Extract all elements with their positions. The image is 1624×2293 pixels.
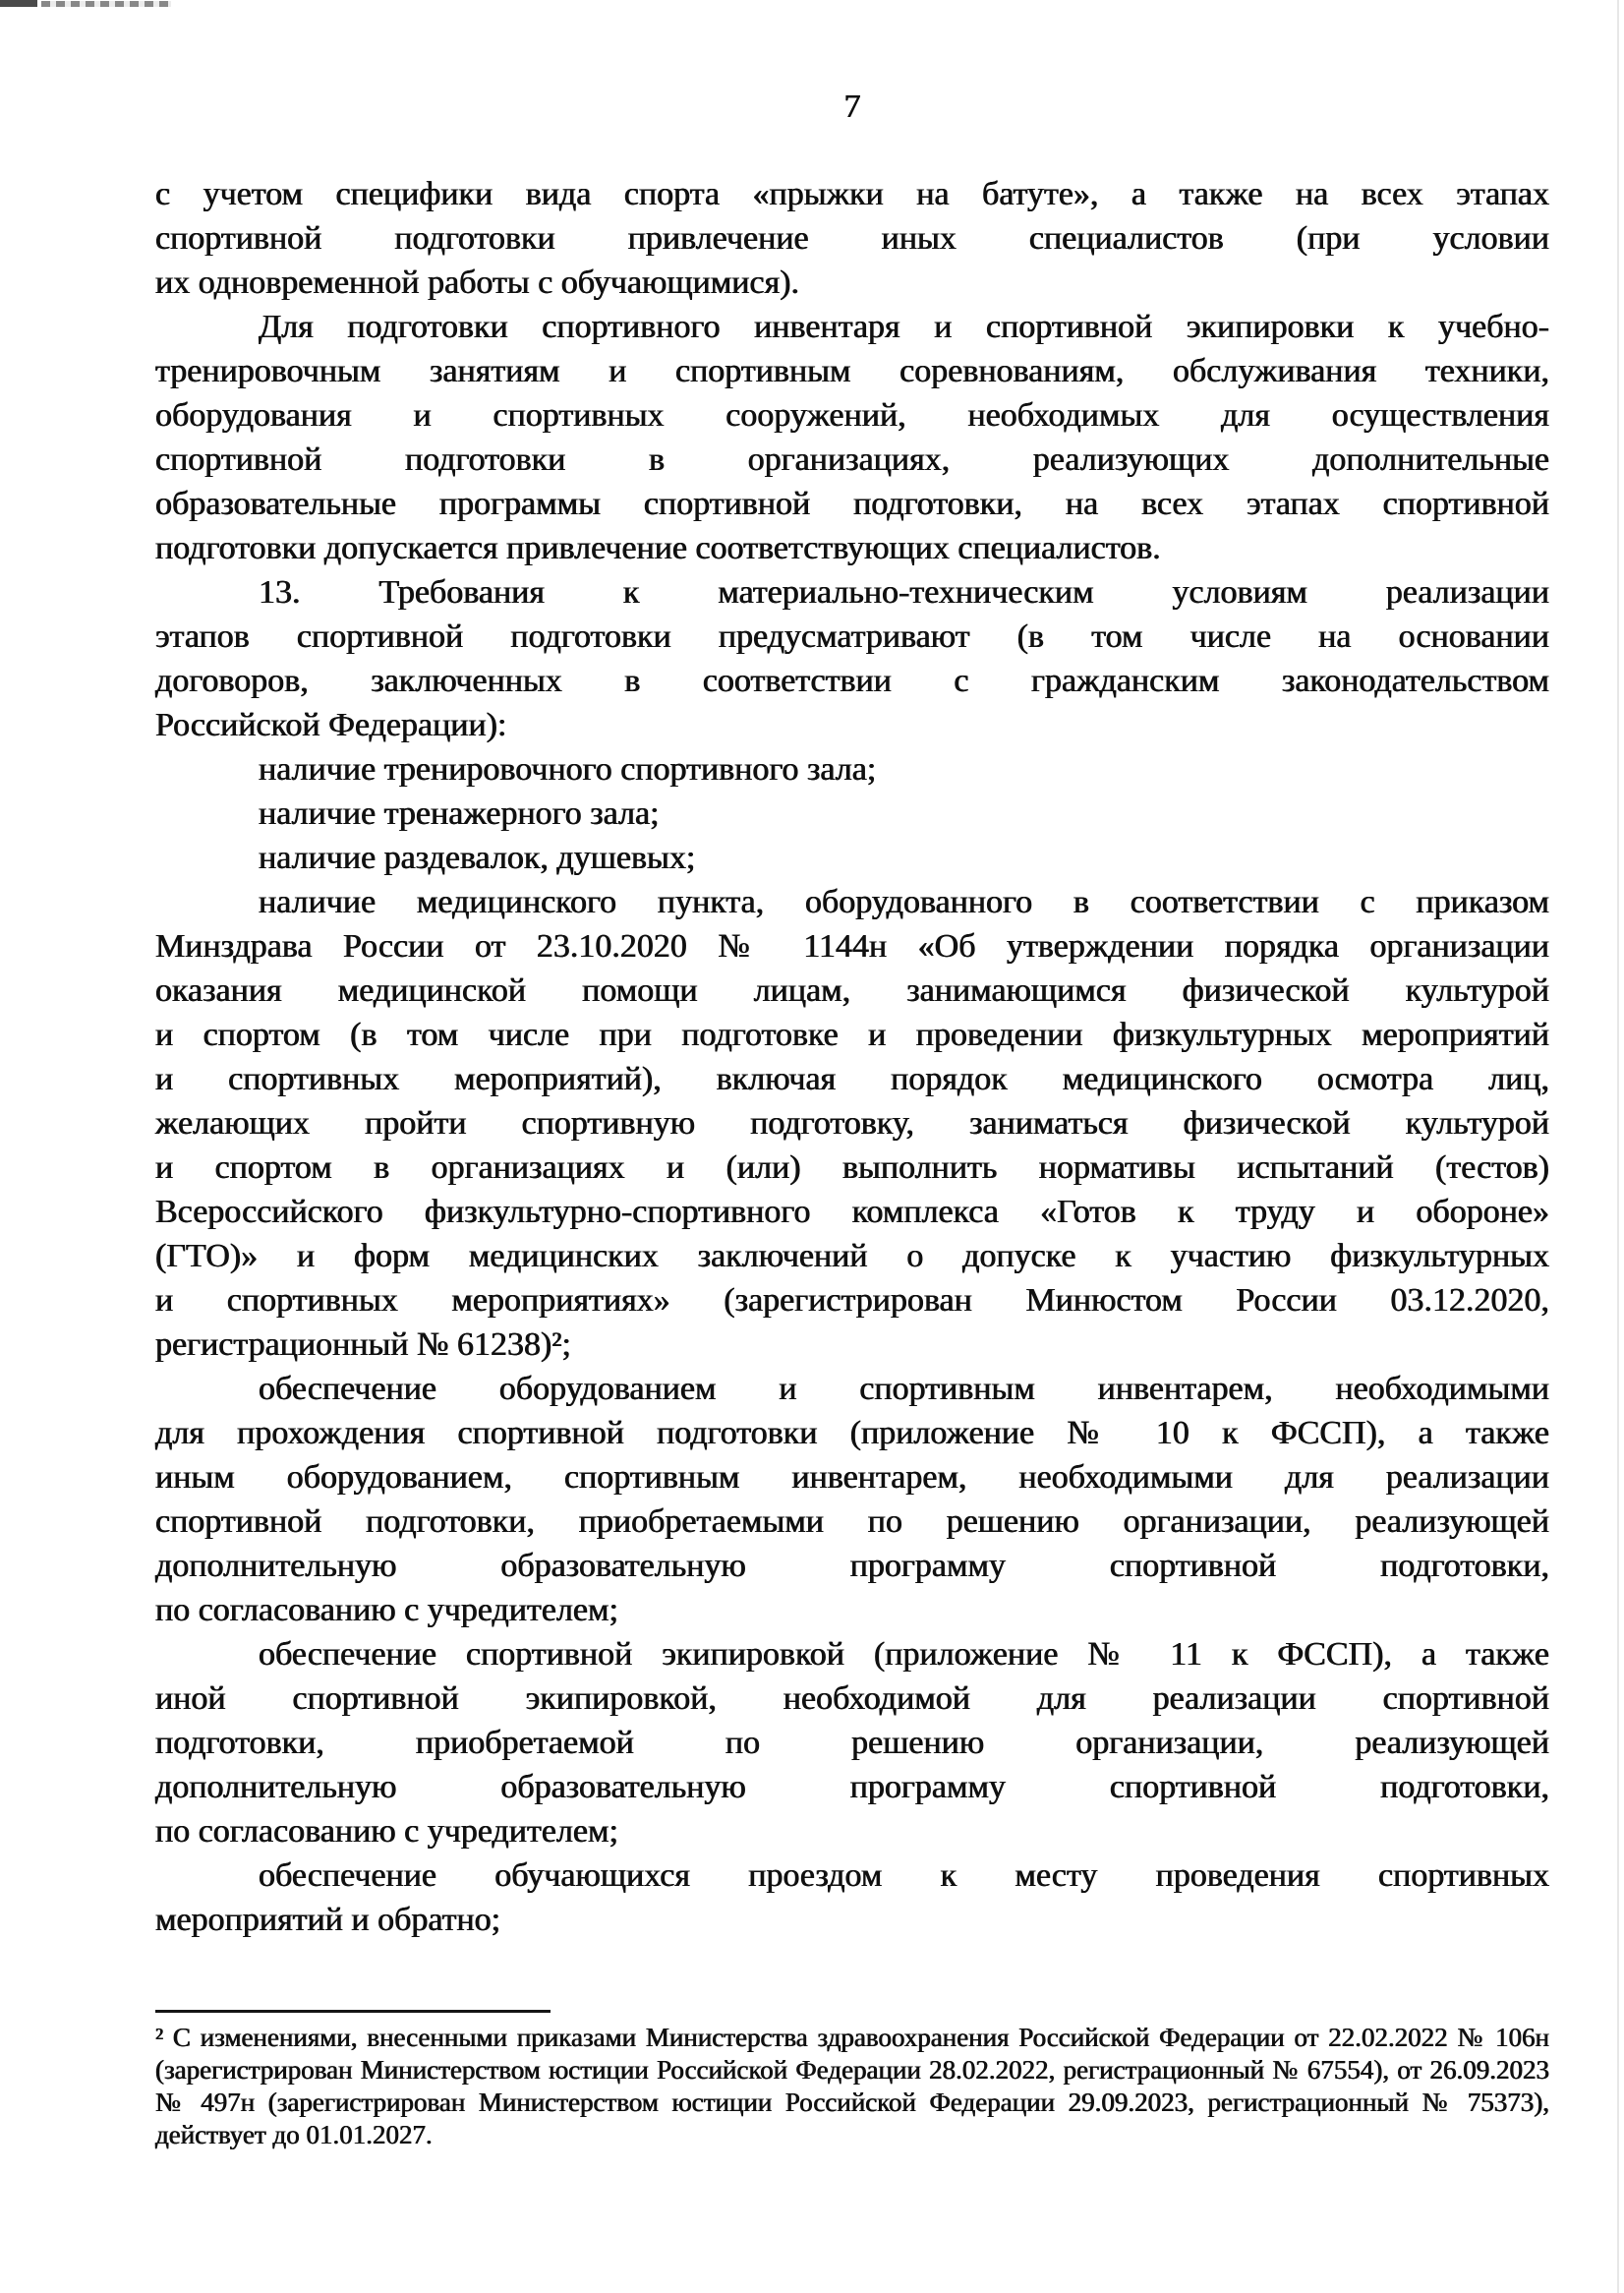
body-text-line: (ГТО)» и форм медицинских заключений о допуске к участию физкультурных [155, 1238, 1549, 1274]
body-text-line: оборудования и спортивных сооружений, необходимых для осуществления [155, 397, 1549, 434]
body-text-line: наличие медицинского пункта, оборудованного в соответствии с приказом [259, 884, 1549, 920]
footnote-line: ² С изменениями, внесенными приказами Министерства здравоохранения Российской Федерации от 22.02.2022 № 106н [155, 2023, 1549, 2052]
body-text-line: по согласованию с учредителем; [155, 1592, 618, 1628]
body-text-line: и спортивных мероприятий), включая порядок медицинского осмотра лиц, [155, 1061, 1549, 1097]
footnote-separator [155, 2010, 551, 2013]
body-text-line: спортивной подготовки в организациях, реализующих дополнительные [155, 441, 1549, 478]
document-body [155, 172, 1549, 1942]
body-text-line: тренировочным занятиям и спортивным соревнованиям, обслуживания техники, [155, 353, 1549, 389]
body-text-line: Минздрава России от 23.10.2020 № 1144н «Об утверждении порядка организации [155, 928, 1549, 965]
scan-artifact-corner [0, 0, 37, 7]
scan-edge-line [1617, 0, 1619, 2293]
body-text-line: дополнительную образовательную программу спортивной подготовки, [155, 1548, 1549, 1584]
footnote [155, 2022, 1549, 2151]
body-text-line: и спортивных мероприятиях» (зарегистрирован Минюстом России 03.12.2020, [155, 1282, 1549, 1319]
body-text-line: спортивной подготовки привлечение иных специалистов (при условии [155, 220, 1549, 257]
body-text-line: обеспечение оборудованием и спортивным инвентарем, необходимыми [259, 1371, 1549, 1407]
body-text-line: этапов спортивной подготовки предусматривают (в том числе на основании [155, 618, 1549, 655]
body-text-line: наличие раздевалок, душевых; [259, 840, 696, 876]
footnote-line: (зарегистрирован Министерством юстиции Российской Федерации 28.02.2022, регистрационный № 67554), от 26.09.2023 [155, 2055, 1549, 2085]
body-text-line: для прохождения спортивной подготовки (приложение № 10 к ФССП), а также [155, 1415, 1549, 1451]
body-text-line: наличие тренажерного зала; [259, 795, 660, 832]
body-text-line: регистрационный № 61238)²; [155, 1326, 571, 1363]
body-text-line: по согласованию с учредителем; [155, 1813, 618, 1850]
body-text-line: договоров, заключенных в соответствии с гражданским законодательством [155, 663, 1549, 699]
body-text-line: Для подготовки спортивного инвентаря и спортивной экипировки к учебно- [259, 309, 1549, 345]
body-text-line: иной спортивной экипировкой, необходимой для реализации спортивной [155, 1680, 1549, 1717]
footnote-line: № 497н (зарегистрирован Министерством юстиции Российской Федерации 29.09.2023, регистрационный № 75373), [155, 2087, 1549, 2117]
body-text-line: 13. Требования к материально-техническим условиям реализации [259, 574, 1549, 611]
body-text-line: наличие тренировочного спортивного зала; [259, 751, 877, 788]
body-text-line: Российской Федерации): [155, 707, 507, 743]
body-text-line: образовательные программы спортивной подготовки, на всех этапах спортивной [155, 486, 1549, 522]
body-text-line: мероприятий и обратно; [155, 1902, 501, 1938]
body-text-line: обеспечение спортивной экипировкой (приложение № 11 к ФССП), а также [259, 1636, 1549, 1673]
body-text-line: и спортом (в том числе при подготовке и проведении физкультурных мероприятий [155, 1017, 1549, 1053]
body-text-line: иным оборудованием, спортивным инвентарем, необходимыми для реализации [155, 1459, 1549, 1496]
body-text-line: подготовки допускается привлечение соответствующих специалистов. [155, 530, 1161, 566]
body-text-line: оказания медицинской помощи лицам, занимающимся физической культурой [155, 972, 1549, 1009]
body-text-line: Всероссийского физкультурно-спортивного комплекса «Готов к труду и обороне» [155, 1194, 1549, 1230]
body-text-line: подготовки, приобретаемой по решению организации, реализующей [155, 1725, 1549, 1761]
body-text-line: их одновременной работы с обучающимися). [155, 265, 800, 301]
body-text-line: дополнительную образовательную программу спортивной подготовки, [155, 1769, 1549, 1805]
body-text-line: обеспечение обучающихся проездом к месту проведения спортивных [259, 1857, 1549, 1894]
footnote-line: действует до 01.01.2027. [155, 2120, 433, 2149]
page-number: 7 [843, 88, 861, 125]
body-text-line: с учетом специфики вида спорта «прыжки на батуте», а также на всех этапах [155, 176, 1549, 212]
body-text-line: спортивной подготовки, приобретаемыми по решению организации, реализующей [155, 1503, 1549, 1540]
scan-artifact-dashes [41, 1, 171, 7]
body-text-line: желающих пройти спортивную подготовку, заниматься физической культурой [155, 1105, 1549, 1142]
body-text-line: и спортом в организациях и (или) выполнить нормативы испытаний (тестов) [155, 1149, 1549, 1186]
